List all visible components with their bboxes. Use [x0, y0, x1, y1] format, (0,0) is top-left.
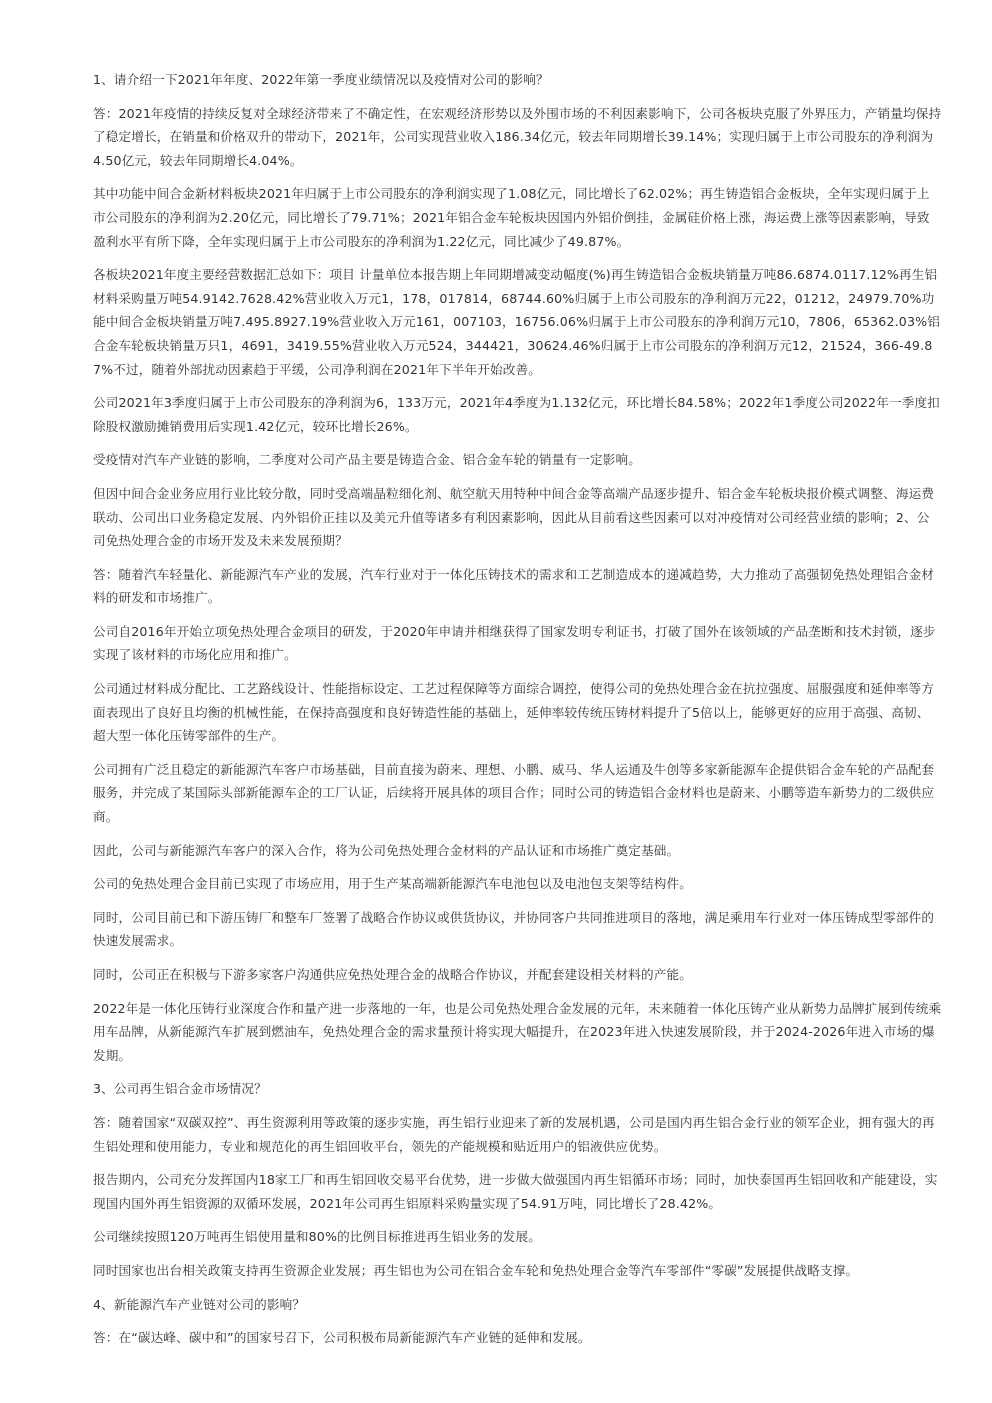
question-3: 3、公司再生铝合金市场情况？: [93, 1081, 267, 1097]
answer-paragraph: 公司拥有广泛且稳定的新能源汽车客户市场基础，目前直接为蔚来、理想、小鹏、威马、华人运通及牛创等多家新能源车企提供铝合金车轮的产品配套服务，并完成了某国际头部新能源车企的工厂认证，后续将开展具体的项目合作；同时公司的铸造铝合金材料也是蔚来、小鹏等造车新势力的二级供应商。: [93, 761, 935, 825]
answer-paragraph: 公司通过材料成分配比、工艺路线设计、性能指标设定、工艺过程保障等方面综合调控，使得公司的免热处理合金在抗拉强度、屈服强度和延伸率等方面表现出了良好且均衡的机械性能，在保持高强度和良好铸造性能的基础上，延伸率较传统压铸材料提升了5倍以上，能够更好的应用于高强、高韧、超大型一体化压铸零部件的生产。: [93, 681, 935, 744]
answer-paragraph: 但因中间合金业务应用行业比较分散，同时受高端晶粒细化剂、航空航天用特种中间合金等高端产品逐步提升、铝合金车轮板块报价模式调整、海运费联动、公司出口业务稳定发展、内外铝价正挂以及美元升值等诸多有利因素影响，因此从目前看这些因素可以对冲疫情对公司经营业绩的影响；2、公司免热处理合金的市场开发及未来发展预期？: [93, 485, 935, 549]
answer-paragraph: 同时国家也出台相关政策支持再生资源企业发展；再生铝也为公司在铝合金车轮和免热处理合金等汽车零部件“零碳”发展提供战略支撑。: [93, 1262, 859, 1278]
answer-paragraph: 公司2021年3季度归属于上市公司股东的净利润为6，133万元，2021年4季度为1.132亿元，环比增长84.58%；2022年1季度公司2022年一季度扣除股权激励摊销费用后实现1.42亿元，较环比增长26%。: [93, 395, 940, 434]
answer-paragraph: 公司的免热处理合金目前已实现了市场应用，用于生产某高端新能源汽车电池包以及电池包支架等结构件。: [93, 876, 692, 892]
answer-paragraph: 2022年是一体化压铸行业深度合作和量产进一步落地的一年，也是公司免热处理合金发展的元年，未来随着一体化压铸产业从新势力品牌扩展到传统乘用车品牌，从新能源汽车扩展到燃油车，免热处理合金的需求量预计将实现大幅提升，在2023年进入快速发展阶段，并于2024-2026年进入市场的爆发期。: [93, 1000, 942, 1063]
question-4: 4、新能源汽车产业链对公司的影响？: [93, 1296, 306, 1312]
answer-paragraph: 答：在“碳达峰、碳中和”的国家号召下，公司积极布局新能源汽车产业链的延伸和发展。: [93, 1330, 591, 1346]
answer-paragraph: 公司自2016年开始立项免热处理合金项目的研发，于2020年申请并相继获得了国家发明专利证书，打破了国外在该领域的产品垄断和技术封锁，逐步实现了该材料的市场化应用和推广。: [93, 623, 936, 663]
answer-paragraph: 公司继续按照120万吨再生铝使用量和80%的比例目标推进再生铝业务的发展。: [93, 1229, 541, 1245]
answer-paragraph: 答：2021年疫情的持续反复对全球经济带来了不确定性，在宏观经济形势以及外围市场的不利因素影响下，公司各板块克服了外界压力，产销量均保持了稳定增长，在销量和价格双升的带动下，2021年，公司实现营业收入186.34亿元，较去年同期增长39.14%；实现归属于上市公司股东的净利润为4.50亿元，较去年同期增长4.04%。: [93, 105, 942, 168]
answer-paragraph: 报告期内，公司充分发挥国内18家工厂和再生铝回收交易平台优势，进一步做大做强国内再生铝循环市场；同时，加快泰国再生铝回收和产能建设，实现国内国外再生铝资源的双循环发展，2021年公司再生铝原料采购量实现了54.91万吨，同比增长了28.42%。: [93, 1172, 938, 1211]
answer-paragraph: 受疫情对汽车产业链的影响，二季度对公司产品主要是铸造合金、铝合金车轮的销量有一定影响。: [93, 452, 641, 468]
answer-paragraph: 答：随着汽车轻量化、新能源汽车产业的发展，汽车行业对于一体化压铸技术的需求和工艺制造成本的递减趋势，大力推动了高强韧免热处理铝合金材料的研发和市场推广。: [93, 566, 935, 606]
answer-paragraph: 因此，公司与新能源汽车客户的深入合作，将为公司免热处理合金材料的产品认证和市场推广奠定基础。: [93, 842, 680, 858]
answer-paragraph: 其中功能中间合金新材料板块2021年归属于上市公司股东的净利润实现了1.08亿元，同比增长了62.02%；再生铸造铝合金板块，全年实现归属于上市公司股东的净利润为2.20亿元，同比增长了79.71%；2021年铝合金车轮板块因国内外铝价倒挂，金属硅价格上涨，海运费上涨等因素影响，导致盈利水平有所下降，全年实现归属于上市公司股东的净利润为1.22亿元，同比减少了49.87%。: [93, 186, 930, 249]
answer-paragraph: 同时，公司正在积极与下游多家客户沟通供应免热处理合金的战略合作协议，并配套建设相关材料的产能。: [93, 967, 692, 982]
answer-paragraph: 同时，公司目前已和下游压铸厂和整车厂签署了战略合作协议或供货协议，并协同客户共同推进项目的落地，满足乘用车行业对一体压铸成型零部件的快速发展需求。: [93, 909, 935, 949]
answer-paragraph: 答：随着国家“双碳双控”、再生资源利用等政策的逐步实施，再生铝行业迎来了新的发展机遇，公司是国内再生铝合金行业的领军企业，拥有强大的再生铝处理和使用能力，专业和规范化的再生铝回收平台，领先的产能规模和贴近用户的铝液供应优势。: [93, 1114, 935, 1154]
answer-paragraph: 各板块2021年度主要经营数据汇总如下：项目 计量单位本报告期上年同期增减变动幅度(%)再生铸造铝合金板块销量万吨86.6874.0117.12%再生铝材料采购量万吨54.9142.7628.42%营业收入万元1，178，017814，68744.60%归属于上市公司股东的净利润万元22，01212，24979.70%功能中间合金板块销量万吨7.495.8927.19%营业收入万元161，007103，16756.06%归属于上市公司股东的净利润万元10，7806，65362.03%铝合金车轮板块销量万只1，4691，3419.55%营业收入万元524，344421，30624.46%归属于上市公司股东的净利润万元12，21524，366-49.87%不过，随着外部扰动因素趋于平缓，公司净利润在2021年下半年开始改善。: [93, 267, 940, 377]
question-1: 1、请介绍一下2021年年度、2022年第一季度业绩情况以及疫情对公司的影响？: [93, 72, 549, 87]
